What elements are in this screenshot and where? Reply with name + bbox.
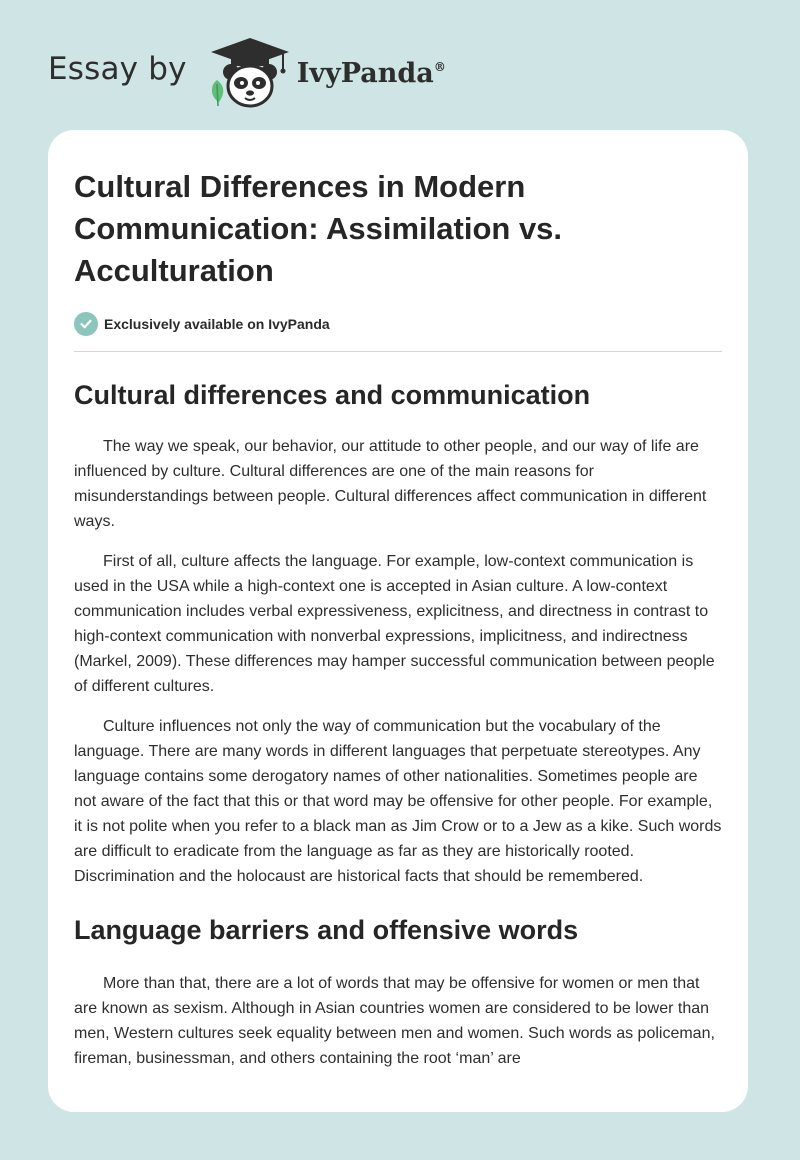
article-title: Cultural Differences in Modern Communication: Assimilation vs. Acculturation [74, 169, 563, 288]
badge-text: Exclusively available on IvyPanda [104, 316, 330, 332]
divider [74, 351, 722, 352]
brand-prefix: Essay by [48, 51, 187, 87]
check-circle-icon [74, 312, 98, 336]
paragraph: Culture influences not only the way of communication but the vocabulary of the language. There are many words in different languages that perpetuate stereotypes. Any language contains some derogatory names of other nationalities. Sometimes people are not aware of the fact that this or that word may be offensive for other people. For example, it is not polite when you refer to a black man as Jim Crow or to a Jew as a kike. Such words are difficult to eradicate from the language as far as they are historically rooted. Discrimination and the holocaust are historical facts that should be remembered. [74, 718, 722, 885]
section-heading: Language barriers and offensive words [74, 915, 579, 945]
paragraph: First of all, culture affects the language. For example, low-context communication is used in the USA while a high-context one is accepted in Asian culture. A low-context communication includes verbal expressiveness, explicitness, and directness in contrast to high-context communication with nonverbal expressions, implicitness, and indirectness (Markel, 2009). These differences may hamper successful communication between people of different cultures. [74, 553, 715, 695]
exclusive-badge [74, 312, 722, 336]
brand-header [48, 36, 446, 112]
panda-graduation-cap-icon [205, 36, 295, 112]
section-heading: Cultural differences and communication [74, 380, 591, 410]
brand-name: IvyPanda® [296, 57, 446, 89]
paragraph: The way we speak, our behavior, our attitude to other people, and our way of life are influenced by culture. Cultural differences are one of the main reasons for misunderstandings between people. Cultural differences affect communication in different ways. [74, 438, 707, 530]
article-card [48, 130, 748, 1112]
paragraph: More than that, there are a lot of words that may be offensive for women or men that are known as sexism. Although in Asian countries women are considered to be lower than men, Western cultures seek equality between men and women. Such words as policeman, fireman, businessman, and others containing the root ‘man’ are [74, 975, 715, 1067]
